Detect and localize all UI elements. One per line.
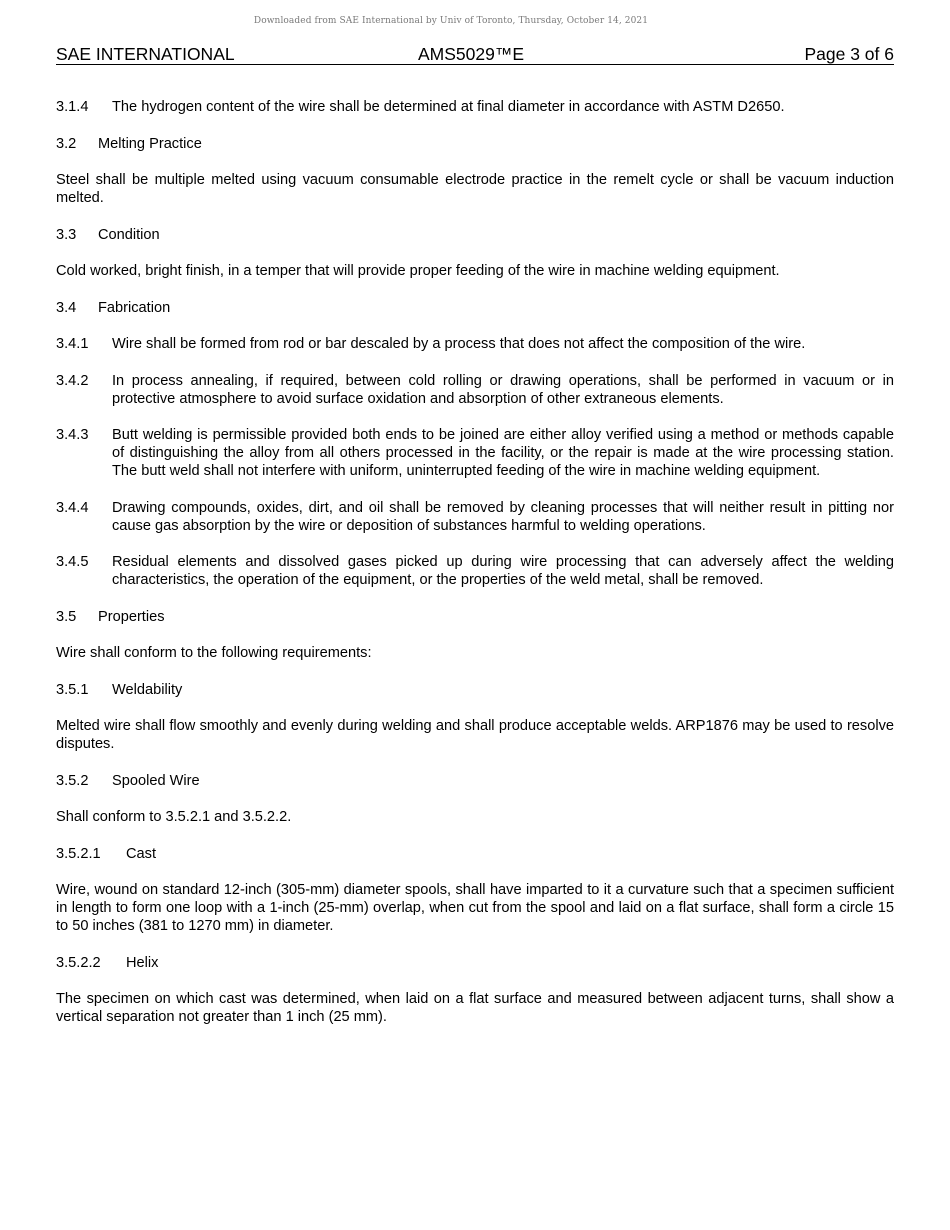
clause-number: 3.4.5 — [56, 554, 89, 570]
paragraph-3-5-2-2: The specimen on which cast was determined, when laid on a flat surface and measured between adjacent turns, shall show a vertical separation not greater than 1 inch (25 mm). — [56, 991, 894, 1025]
heading-title: Spooled Wire — [112, 772, 200, 789]
clause-3-1-4 — [56, 98, 894, 116]
page-header — [56, 44, 894, 65]
clause-3-4-1 — [56, 335, 894, 353]
clause-text: Residual elements and dissolved gases picked up during wire processing that can adversely affect the welding characteristics, the operation of the equipment, or the properties of the weld metal, shall be removed. — [112, 554, 894, 588]
heading-number: 3.5.2 — [56, 772, 89, 789]
heading-number: 3.5.1 — [56, 681, 89, 698]
heading-title: Helix — [126, 954, 159, 971]
download-watermark: Downloaded from SAE International by Univ of Toronto, Thursday, October 14, 2021 — [253, 16, 649, 26]
header-page-number: Page 3 of 6 — [804, 44, 894, 64]
heading-title: Fabrication — [98, 299, 171, 316]
clause-number: 3.1.4 — [56, 99, 89, 115]
header-document-id: AMS5029™E — [418, 44, 525, 64]
heading-title: Weldability — [112, 681, 183, 698]
heading-number: 3.4 — [56, 299, 77, 316]
heading-3-3 — [56, 226, 894, 244]
heading-number: 3.3 — [56, 226, 77, 243]
paragraph-3-2: Steel shall be multiple melted using vacuum consumable electrode practice in the remelt cycle or shall be vacuum induction melted. — [56, 172, 894, 206]
clause-text: Drawing compounds, oxides, dirt, and oil shall be removed by cleaning processes that will neither result in pitting nor cause gas absorption by the wire or deposition of substances harmful to welding operations. — [112, 499, 894, 534]
clause-text: In process annealing, if required, between cold rolling or drawing operations, shall be performed in vacuum or in protective atmosphere to avoid surface oxidation and absorption of other extraneous elements. — [112, 372, 894, 407]
clause-text: The hydrogen content of the wire shall be determined at final diameter in accordance with ASTM D2650. — [112, 99, 785, 115]
clause-3-4-2 — [56, 372, 894, 408]
paragraph-3-5-1: Melted wire shall flow smoothly and evenly during welding and shall produce acceptable welds. ARP1876 may be used to resolve disputes. — [56, 718, 894, 752]
heading-3-5-1 — [56, 681, 894, 699]
heading-number: 3.5.2.2 — [56, 954, 101, 971]
heading-number: 3.5 — [56, 608, 77, 625]
clause-3-4-5 — [56, 553, 894, 589]
heading-title: Condition — [98, 226, 160, 243]
heading-3-4 — [56, 299, 894, 317]
heading-3-5-2-1 — [56, 845, 894, 863]
heading-title: Melting Practice — [98, 135, 202, 152]
heading-title: Cast — [126, 845, 157, 862]
clause-3-4-4 — [56, 499, 894, 535]
header-organization: SAE INTERNATIONAL — [56, 44, 235, 64]
clause-number: 3.4.2 — [56, 372, 89, 389]
heading-3-5-2-2 — [56, 954, 894, 972]
heading-3-5-2 — [56, 772, 894, 790]
heading-3-5 — [56, 608, 894, 626]
clause-number: 3.4.1 — [56, 336, 89, 352]
paragraph-3-5-2-1: Wire, wound on standard 12-inch (305-mm) diameter spools, shall have imparted to it a curvature such that a specimen sufficient in length to form one loop with a 1-inch (25-mm) overlap, when cut from the spool and laid on a flat surface, shall form a circle 15 to 50 inches (381 to 1270 mm) in diameter. — [56, 882, 894, 934]
clause-number: 3.4.3 — [56, 427, 89, 443]
heading-title: Properties — [98, 608, 165, 625]
clause-text: Wire shall be formed from rod or bar descaled by a process that does not affect the composition of the wire. — [112, 336, 806, 352]
paragraph-3-5-2: Shall conform to 3.5.2.1 and 3.5.2.2. — [56, 809, 292, 825]
paragraph-3-5: Wire shall conform to the following requirements: — [56, 645, 372, 661]
document-body — [56, 98, 894, 1045]
clause-number: 3.4.4 — [56, 499, 89, 516]
paragraph-3-3: Cold worked, bright finish, in a temper that will provide proper feeding of the wire in machine welding equipment. — [56, 263, 780, 279]
clause-3-4-3 — [56, 426, 894, 480]
heading-3-2 — [56, 135, 894, 153]
clause-text: Butt welding is permissible provided both ends to be joined are either alloy verified using a method or methods capable of distinguishing the alloy from all others processed in the facility, or the repair is made at the wire processing station. The butt weld shall not interfere with uniform, uninterrupted feeding of the wire in machine welding equipment. — [112, 427, 894, 479]
heading-number: 3.5.2.1 — [56, 845, 101, 862]
heading-number: 3.2 — [56, 135, 77, 152]
